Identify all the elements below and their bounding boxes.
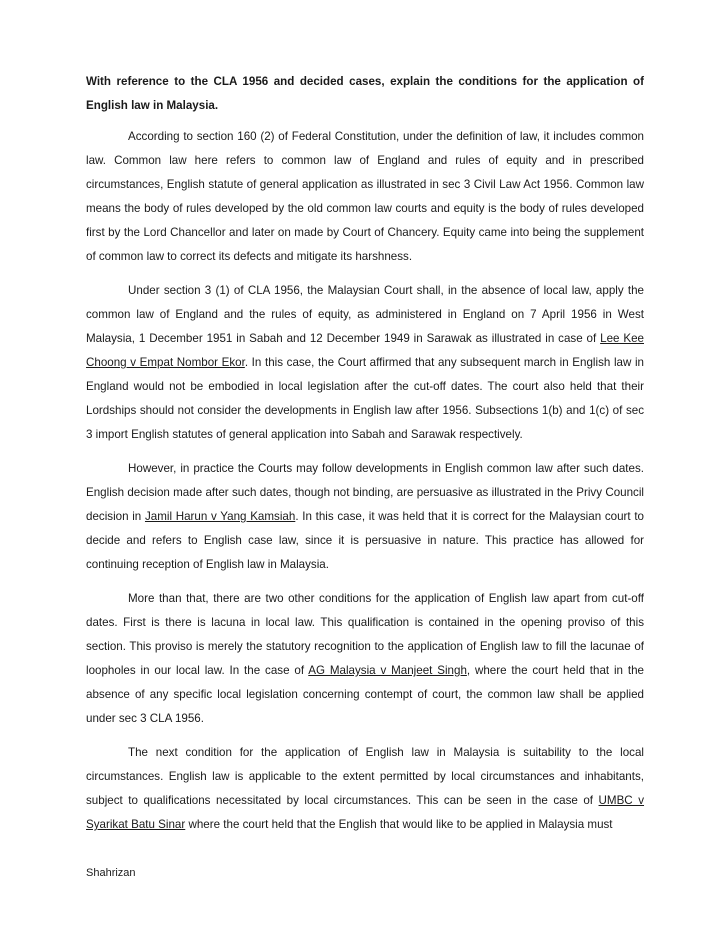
case-citation-jamil-harun: Jamil Harun v Yang Kamsiah (144, 510, 296, 523)
paragraph-text: where the court held that the English that would like to be applied in Malaysia must (185, 818, 613, 831)
case-citation-lee-kee-choong: Lee Kee Choong v Empat Nombor Ekor (86, 332, 644, 369)
paragraph-definition-of-law (86, 125, 644, 269)
paragraph-text: The next condition for the application of English law in Malaysia is suitability to the local circumstances. English law is applicable to the extent permitted by local circumstances and inhabitants, subject to qualifications necessitated by local circumstances. This can be seen in the case of (86, 746, 644, 807)
paragraph-text: According to section 160 (2) of Federal Constitution, under the definition of law, it includes common law. Common law here refers to common law of England and rules of equity and in prescribed circumstances, English statute of general application as illustrated in sec 3 Civil Law Act 1956. Common law means the body of rules developed by the old common law courts and equity is the body of rules developed first by the Lord Chancellor and later on made by Court of Chancery. Equity came into being the supplement of common law to correct its defects and mitigate its harshness. (86, 130, 644, 263)
document-page (86, 70, 644, 847)
paragraph-suitability-condition (86, 741, 644, 837)
paragraph-text: More than that, there are two other conditions for the application of English law apart from cut-off dates. First is there is lacuna in local law. This qualification is contained in the opening proviso of this section. This proviso is merely the statutory recognition to the application of English law to fill the lacunae of loopholes in our local law. In the case of (86, 592, 644, 677)
case-citation-umbc: UMBC v Syarikat Batu Sinar (86, 794, 645, 831)
paragraph-lacuna-condition (86, 587, 644, 731)
case-citation-ag-malaysia: AG Malaysia v Manjeet Singh (308, 664, 467, 677)
paragraph-text: However, in practice the Courts may follow developments in English common law after such dates. English decision made after such dates, though not binding, are persuasive as illustrated in the Privy Council decision in (86, 462, 644, 523)
question-heading: With reference to the CLA 1956 and decided cases, explain the conditions for the application of English law in Malaysia. (86, 75, 644, 112)
paragraph-text: . In this case, it was held that it is correct for the Malaysian court to decide and refers to English case law, since it is persuasive in nature. This practice has allowed for continuing reception of English law in Malaysia. (86, 510, 644, 571)
footer-author: Shahrizan (86, 867, 136, 879)
paragraph-later-developments (86, 457, 644, 577)
paragraph-text: . In this case, the Court affirmed that any subsequent march in English law in England would not be embodied in local legislation after the cut-off dates. The court also held that their Lordships should not consider the developments in English law after 1956. Subsections 1(b) and 1(c) of sec 3 import English statutes of general application into Sabah and Sarawak respectively. (86, 356, 644, 441)
paragraph-text: Under section 3 (1) of CLA 1956, the Malaysian Court shall, in the absence of local law, apply the common law of England and the rules of equity, as administered in England on 7 April 1956 in West Malaysia, 1 December 1951 in Sabah and 12 December 1949 in Sarawak as illustrated in case of (86, 284, 644, 345)
paragraph-text: , where the court held that in the absence of any specific local legislation concerning contempt of court, the common law shall be applied under sec 3 CLA 1956. (86, 664, 644, 725)
paragraph-section-3-1 (86, 279, 644, 447)
